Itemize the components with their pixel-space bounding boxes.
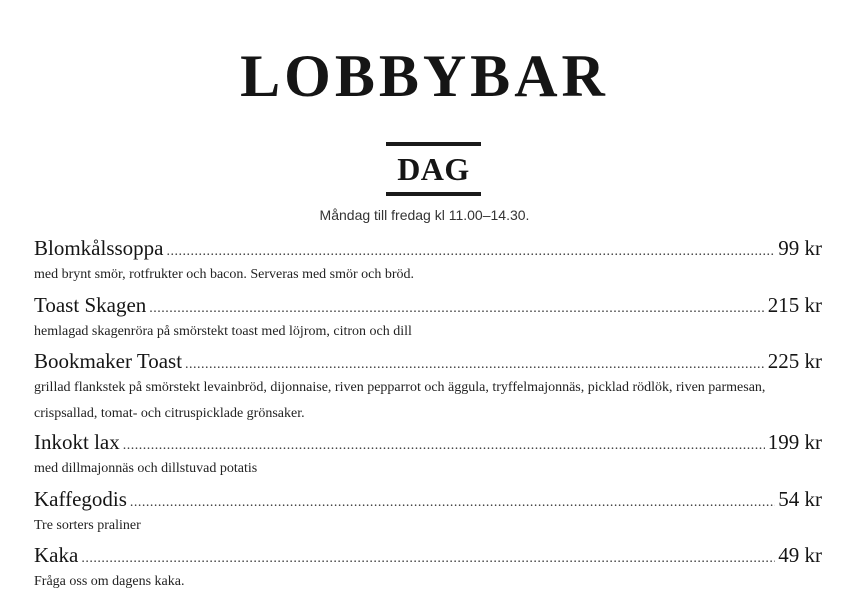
menu-item-line bbox=[34, 347, 822, 375]
menu-item-price: 99 kr bbox=[778, 236, 822, 260]
menu-item-price: 49 kr bbox=[778, 543, 822, 567]
menu-item bbox=[34, 485, 822, 539]
menu-item bbox=[34, 428, 822, 482]
menu-item-description: grillad flankstek på smörstekt levainbröd, dijonnaise, riven pepparrot och äggula, tryffelmajonnäs, picklad rödlök, riven parmesan, crispsallad, tomat- och citruspicklade grönsaker. bbox=[34, 380, 766, 421]
menu-item-name: Kaka bbox=[34, 543, 79, 567]
menu-item-price: 215 kr bbox=[767, 293, 822, 317]
menu-item-name: Inkokt lax bbox=[34, 430, 120, 454]
menu-item-description: med dillmajonnäs och dillstuvad potatis bbox=[34, 461, 258, 476]
menu-item-price: 199 kr bbox=[767, 430, 822, 454]
menu-item-name: Bookmaker Toast bbox=[34, 349, 183, 373]
menu-item-line bbox=[34, 428, 822, 456]
menu-item-description: hemlagad skagenröra på smörstekt toast med löjrom, citron och dill bbox=[34, 324, 412, 339]
page-title: LOBBYBAR bbox=[240, 43, 609, 109]
menu-item-line bbox=[34, 541, 822, 569]
menu-item-name: Toast Skagen bbox=[34, 293, 147, 317]
menu-item-line bbox=[34, 234, 822, 262]
dot-leader bbox=[81, 545, 775, 573]
menu-item bbox=[34, 291, 822, 345]
section-header bbox=[386, 142, 481, 196]
menu-item bbox=[34, 541, 822, 595]
menu-item-description: Tre sorters praliner bbox=[34, 518, 141, 533]
menu-item bbox=[34, 347, 822, 427]
menu-item-line bbox=[34, 291, 822, 319]
menu-item-name: Kaffegodis bbox=[34, 487, 127, 511]
menu-item-price: 225 kr bbox=[767, 349, 822, 373]
menu-item bbox=[34, 234, 822, 288]
menu-item-price: 54 kr bbox=[778, 487, 822, 511]
menu-item-description: med brynt smör, rotfrukter och bacon. Serveras med smör och bröd. bbox=[34, 267, 415, 282]
opening-hours: Måndag till fredag kl 11.00–14.30. bbox=[319, 207, 530, 223]
menu-item-description: Fråga oss om dagens kaka. bbox=[34, 574, 185, 589]
menu-item-name: Blomkålssoppa bbox=[34, 236, 164, 260]
menu-item-line bbox=[34, 485, 822, 513]
section-title: DAG bbox=[397, 151, 470, 187]
dot-leader bbox=[130, 489, 775, 517]
